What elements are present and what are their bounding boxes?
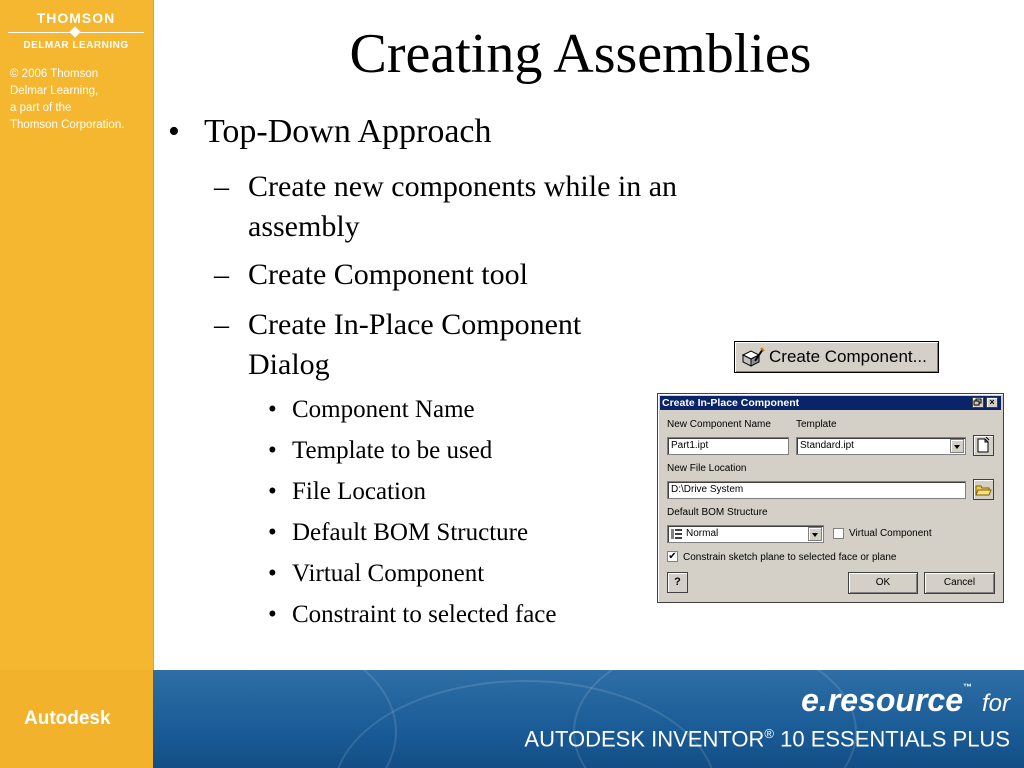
restore-glyph-icon	[973, 398, 983, 407]
bom-structure-value: Normal	[686, 528, 719, 539]
create-component-icon	[741, 347, 765, 367]
bullet-marker: •	[268, 519, 277, 546]
template-select[interactable]	[796, 437, 966, 455]
bom-structure-select[interactable]	[667, 525, 824, 543]
copyright-notice	[10, 66, 150, 134]
bullet-marker: •	[268, 560, 277, 587]
copyright-line: © 2006 Thomson	[10, 68, 99, 80]
bullet-marker: •	[268, 601, 277, 628]
virtual-component-label: Virtual Component	[849, 528, 932, 539]
create-in-place-component-dialog	[657, 393, 1004, 603]
registered-mark: ®	[764, 726, 774, 741]
dash-marker: –	[214, 170, 229, 203]
logo-diamond-icon	[69, 26, 80, 37]
detail-text: Component Name	[292, 396, 475, 423]
dash-marker: –	[214, 258, 229, 291]
new-document-icon	[974, 436, 993, 455]
autodesk-footer-label: Autodesk	[24, 708, 111, 729]
copyright-line: a part of the	[10, 102, 72, 114]
component-name-input[interactable]: Part1.ipt	[667, 437, 789, 455]
subbullet-text: Create Component tool	[248, 258, 528, 291]
default-bom-structure-label: Default BOM Structure	[667, 507, 768, 518]
chevron-down-icon[interactable]	[950, 439, 964, 453]
eresource-text: e.resource	[801, 682, 963, 718]
bullet-marker: •	[268, 437, 277, 464]
help-icon[interactable]: ?	[667, 572, 688, 593]
bullet-text: Top-Down Approach	[204, 113, 492, 150]
subbullet-text: Create In-Place Component Dialog	[248, 308, 582, 381]
detail-text: Constraint to selected face	[292, 601, 557, 628]
publisher-logo-line2: DELMAR LEARNING	[23, 40, 129, 51]
publisher-logo-line1: THOMSON	[36, 10, 116, 26]
create-component-label: Create Component...	[769, 347, 927, 366]
bullet-marker: •	[268, 396, 277, 423]
detail-text: File Location	[292, 478, 426, 505]
ok-button[interactable]: OK	[848, 572, 918, 594]
eresource-for: for	[981, 690, 1010, 717]
trademark-mark: ™	[962, 682, 972, 692]
dialog-title-bar	[660, 396, 1001, 410]
constrain-sketch-label: Constrain sketch plane to selected face or plane	[683, 552, 897, 563]
create-component-button[interactable]	[734, 341, 939, 373]
bullet-marker: •	[268, 478, 277, 505]
product-name-b: 10 ESSENTIALS PLUS	[774, 726, 1010, 752]
detail-text: Virtual Component	[292, 560, 485, 587]
sidebar-panel	[0, 0, 154, 670]
product-name-a: AUTODESK INVENTOR	[524, 726, 765, 752]
eresource-logo	[801, 682, 1010, 719]
subbullet-text: Create new components while in an assembly	[248, 170, 678, 243]
new-component-name-label: New Component Name	[667, 419, 771, 430]
copyright-line: Delmar Learning,	[10, 85, 99, 97]
dialog-title: Create In-Place Component	[662, 397, 800, 409]
template-select-value: Standard.ipt	[800, 440, 854, 451]
virtual-component-checkbox[interactable]	[833, 528, 844, 539]
new-template-button[interactable]	[973, 435, 994, 456]
detail-text: Default BOM Structure	[292, 519, 529, 546]
open-folder-icon	[974, 480, 993, 499]
cancel-button[interactable]: Cancel	[924, 572, 995, 594]
template-label: Template	[796, 419, 837, 430]
detail-text: Template to be used	[292, 437, 493, 464]
new-file-location-label: New File Location	[667, 463, 747, 474]
slide-title: Creating Assemblies	[349, 23, 812, 85]
product-name	[524, 726, 1010, 752]
browse-folder-button[interactable]	[973, 479, 994, 500]
copyright-line: Thomson Corporation.	[10, 119, 125, 131]
chevron-down-icon[interactable]	[808, 527, 822, 541]
restore-icon[interactable]	[972, 397, 984, 408]
close-icon[interactable]: ×	[986, 397, 998, 408]
bom-structure-icon	[670, 528, 683, 540]
bullet-marker: •	[168, 113, 180, 150]
dash-marker: –	[214, 308, 229, 341]
file-location-input[interactable]: D:\Drive System	[667, 481, 966, 499]
constrain-sketch-checkbox[interactable]: ✔	[668, 551, 677, 562]
